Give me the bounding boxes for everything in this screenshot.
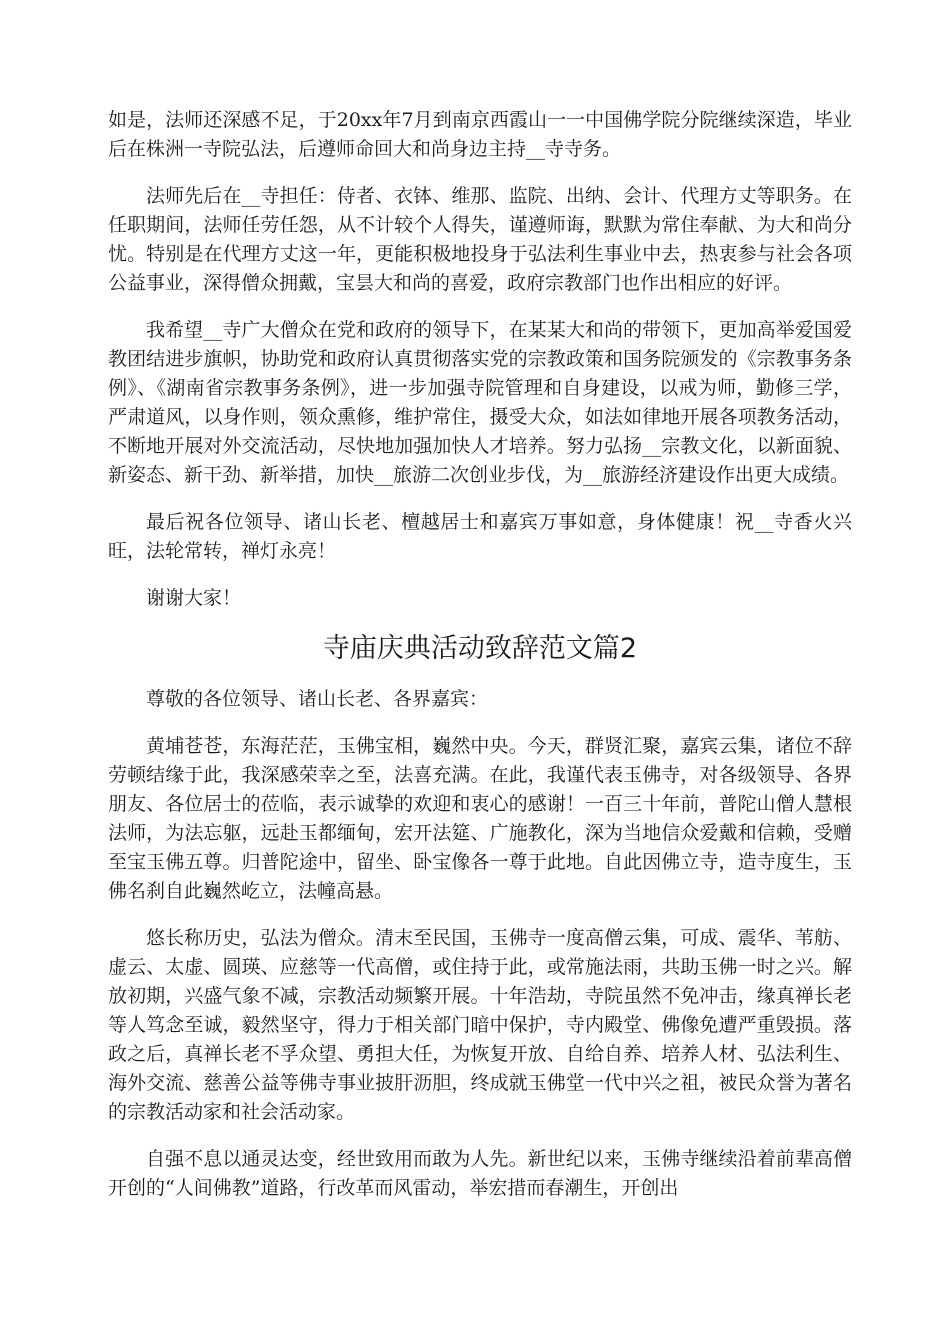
paragraph: 谢谢大家！ xyxy=(146,587,242,609)
document-page xyxy=(108,106,852,1221)
section-heading: 寺庙庆典活动致辞范文篇2 xyxy=(322,633,638,664)
paragraph: 如是，法师还深感不足，于20xx年7月到南京西霞山一一中国佛学院分院继续深造，毕业后在株洲一寺院弘法，后遵师命回大和尚身边主持__寺寺务。 xyxy=(108,109,852,160)
paragraph: 黄埔苍苍，东海茫茫，玉佛宝相，巍然中央。今天，群贤汇聚，嘉宾云集，诸位不辞劳顿结缘于此，我深感荣幸之至，法喜充满。在此，我谨代表玉佛寺，对各级领导、各界朋友、各位居士的莅临，表示诚挚的欢迎和衷心的感谢！一百三十年前，普陀山僧人慧根法师，为法忘躯，远赴玉都缅甸，宏开法筵、广施教化，深为当地信众爱戴和信赖，受赠至宝玉佛五尊。归普陀途中，留坐、卧宝像各一尊于此地。自此因佛立寺，造寺度生，玉佛名刹自此巍然屹立，法幢高悬。 xyxy=(108,735,852,902)
paragraph: 自强不息以通灵达变，经世致用而敢为人先。新世纪以来，玉佛寺继续沿着前辈高僧开创的“人间佛教”道路，行改革而风雷动，举宏措而春潮生，开创出 xyxy=(108,1148,852,1199)
paragraph: 我希望__寺广大僧众在党和政府的领导下，在某某大和尚的带领下，更加高举爱国爱教团结进步旗帜，协助党和政府认真贯彻落实党的宗教政策和国务院颁发的《宗教事务条例》、《湖南省宗教事务条例》，进一步加强寺院管理和自身建设，以戒为师，勤修三学，严肃道风，以身作则，领众熏修，维护常住，摄受大众，如法如律地开展各项教务活动，不断地开展对外交流活动，尽快地加强加快人才培养。努力弘扬__宗教文化，以新面貌、新姿态、新干劲、新举措，加快__旅游二次创业步伐，为__旅游经济建设作出更大成绩。 xyxy=(108,319,852,486)
salutation: 尊敬的各位领导、诸山长老、各界嘉宾： xyxy=(146,688,489,710)
paragraph: 最后祝各位领导、诸山长老、檀越居士和嘉宾万事如意，身体健康！祝__寺香火兴旺，法轮常转，禅灯永亮！ xyxy=(108,511,852,562)
paragraph: 悠长称历史，弘法为僧众。清末至民国，玉佛寺一度高僧云集，可成、震华、苇舫、虚云、太虚、圆瑛、应慈等一代高僧，或住持于此，或常施法雨，共助玉佛一时之兴。解放初期，兴盛气象不减，宗教活动频繁开展。十年浩劫，寺院虽然不免冲击，缘真禅长老等人笃念至诚，毅然坚守，得力于相关部门暗中保护，寺内殿堂、佛像免遭严重毁损。落政之后，真禅长老不孚众望、勇担大任，为恢复开放、自给自养、培养人材、弘法利生、海外交流、慈善公益等佛寺事业披肝沥胆，终成就玉佛堂一代中兴之祖，被民众誉为著名的宗教活动家和社会活动家。 xyxy=(108,927,852,1123)
paragraph: 法师先后在__寺担任：侍者、衣钵、维那、监院、出纳、会计、代理方丈等职务。在任职期间，法师任劳任怨，从不计较个人得失，谨遵师诲，默默为常住奉献、为大和尚分忧。特别是在代理方丈这一年，更能积极地投身于弘法利生事业中去，热衷参与社会各项公益事业，深得僧众拥戴，宝昙大和尚的喜爱，政府宗教部门也作出相应的好评。 xyxy=(108,185,852,294)
